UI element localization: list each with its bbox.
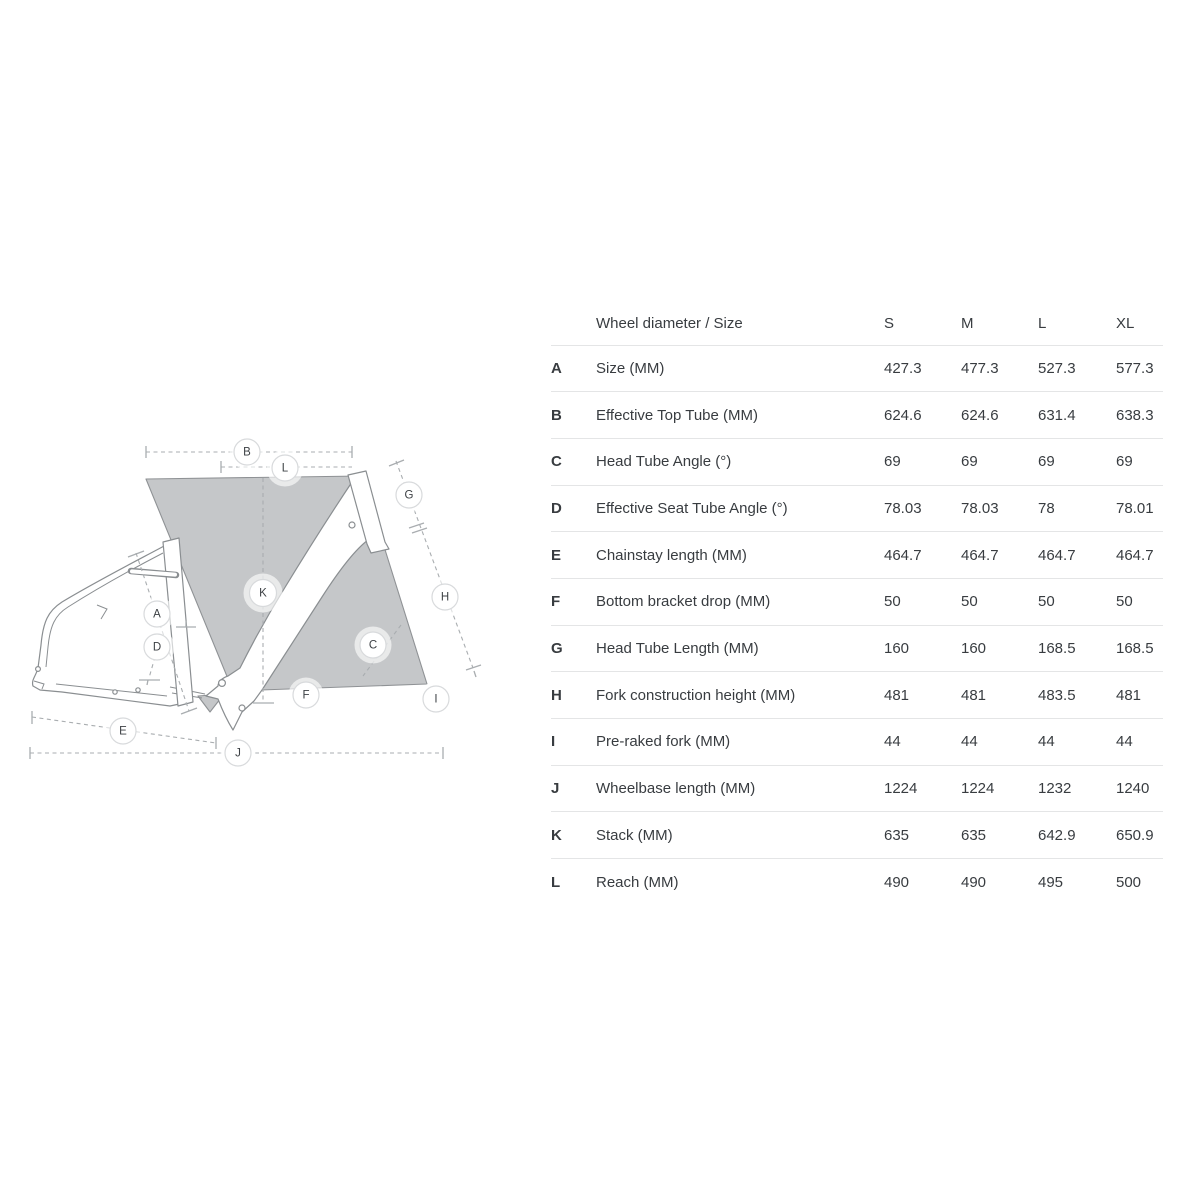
- row-value: 44: [884, 733, 901, 751]
- row-value: 50: [961, 593, 978, 611]
- row-value: 624.6: [961, 406, 999, 424]
- row-label: Fork construction height (MM): [596, 686, 796, 704]
- table-row: [551, 485, 1163, 532]
- row-value: 1224: [884, 780, 918, 798]
- row-value: 168.5: [1038, 639, 1076, 657]
- row-value: 464.7: [961, 546, 999, 564]
- row-letter: K: [551, 826, 562, 844]
- row-value: 50: [884, 593, 901, 611]
- header-size-xl: XL: [1116, 314, 1135, 332]
- row-value: 635: [961, 826, 987, 844]
- svg-text:H: H: [440, 591, 450, 604]
- badge-h: [428, 580, 463, 615]
- row-value: 78.01: [1116, 499, 1154, 517]
- row-value: 160: [884, 639, 910, 657]
- table-row: [551, 532, 1163, 579]
- row-value: 69: [884, 453, 901, 471]
- row-letter: E: [551, 546, 562, 564]
- row-letter: J: [551, 780, 560, 798]
- svg-text:G: G: [404, 489, 414, 502]
- row-label: Size (MM): [596, 359, 665, 377]
- table-row: [551, 578, 1163, 625]
- header-letter-spacer: [551, 302, 596, 345]
- svg-text:F: F: [302, 689, 310, 702]
- row-label: Chainstay length (MM): [596, 546, 747, 564]
- badge-i: [419, 682, 454, 717]
- row-value: 650.9: [1116, 826, 1154, 844]
- header-size-m: M: [961, 314, 974, 332]
- row-value: 624.6: [884, 406, 922, 424]
- table-row: [551, 719, 1163, 766]
- row-letter: G: [551, 639, 563, 657]
- row-value: 635: [884, 826, 910, 844]
- table-row: [551, 812, 1163, 859]
- row-letter: I: [551, 733, 556, 751]
- row-value: 500: [1116, 873, 1142, 891]
- badge-a: [140, 597, 175, 632]
- svg-text:I: I: [434, 693, 438, 706]
- row-value: 1224: [961, 780, 995, 798]
- badge-g: [392, 478, 427, 513]
- row-letter: L: [551, 873, 561, 891]
- svg-text:C: C: [368, 639, 378, 652]
- header-size-l: L: [1038, 314, 1047, 332]
- row-value: 490: [961, 873, 987, 891]
- bottom-bracket-hole: [219, 680, 226, 687]
- row-value: 69: [1038, 453, 1055, 471]
- row-label: Reach (MM): [596, 873, 679, 891]
- svg-text:K: K: [259, 587, 267, 600]
- row-value: 495: [1038, 873, 1064, 891]
- row-label: Head Tube Angle (°): [596, 453, 732, 471]
- svg-text:B: B: [243, 446, 251, 459]
- row-value: 1232: [1038, 780, 1072, 798]
- row-letter: A: [551, 359, 562, 377]
- row-letter: C: [551, 453, 562, 471]
- row-value: 427.3: [884, 359, 922, 377]
- row-value: 50: [1116, 593, 1133, 611]
- badge-e: [106, 714, 141, 749]
- table-row: [551, 859, 1163, 906]
- row-label: Wheelbase length (MM): [596, 780, 756, 798]
- row-value: 44: [961, 733, 978, 751]
- row-value: 481: [1116, 686, 1142, 704]
- row-value: 638.3: [1116, 406, 1154, 424]
- row-value: 481: [961, 686, 987, 704]
- badge-b: [230, 435, 265, 470]
- row-value: 481: [884, 686, 910, 704]
- row-value: 577.3: [1116, 359, 1154, 377]
- table-row: [551, 392, 1163, 439]
- row-value: 78.03: [961, 499, 999, 517]
- row-value: 527.3: [1038, 359, 1076, 377]
- row-value: 1240: [1116, 780, 1150, 798]
- table-row: [551, 625, 1163, 672]
- svg-text:D: D: [152, 641, 162, 654]
- row-value: 69: [1116, 453, 1133, 471]
- svg-text:L: L: [281, 462, 289, 475]
- table-row: [551, 765, 1163, 812]
- svg-text:E: E: [119, 725, 127, 738]
- row-label: Effective Top Tube (MM): [596, 406, 759, 424]
- badge-j: [221, 736, 256, 771]
- spec-table-body: [551, 345, 1163, 905]
- row-value: 477.3: [961, 359, 999, 377]
- row-label: Head Tube Length (MM): [596, 639, 759, 657]
- row-value: 464.7: [1038, 546, 1076, 564]
- row-value: 78.03: [884, 499, 922, 517]
- table-row: [551, 672, 1163, 719]
- table-row: [551, 345, 1163, 392]
- row-value: 160: [961, 639, 987, 657]
- badge-k: [244, 574, 283, 613]
- row-letter: F: [551, 593, 561, 611]
- header-size-s: S: [884, 314, 895, 332]
- geometry-spec-table: [551, 302, 1163, 905]
- row-value: 78: [1038, 499, 1055, 517]
- header-label: Wheel diameter / Size: [596, 314, 743, 332]
- row-value: 168.5: [1116, 639, 1154, 657]
- table-header-row: [551, 302, 1163, 345]
- row-value: 631.4: [1038, 406, 1076, 424]
- badge-d: [140, 630, 175, 665]
- row-letter: D: [551, 499, 562, 517]
- row-value: 69: [961, 453, 978, 471]
- row-value: 642.9: [1038, 826, 1076, 844]
- badge-c: [355, 627, 392, 664]
- row-value: 464.7: [1116, 546, 1154, 564]
- table-row: [551, 438, 1163, 485]
- badge-l: [267, 450, 304, 487]
- row-value: 483.5: [1038, 686, 1076, 704]
- row-letter: H: [551, 686, 562, 704]
- row-label: Pre-raked fork (MM): [596, 733, 731, 751]
- row-value: 490: [884, 873, 910, 891]
- svg-text:J: J: [235, 747, 241, 760]
- row-value: 44: [1038, 733, 1055, 751]
- svg-text:A: A: [153, 608, 161, 621]
- row-value: 44: [1116, 733, 1133, 751]
- row-label: Stack (MM): [596, 826, 673, 844]
- row-label: Effective Seat Tube Angle (°): [596, 499, 788, 517]
- row-letter: B: [551, 406, 562, 424]
- row-label: Bottom bracket drop (MM): [596, 593, 771, 611]
- row-value: 464.7: [884, 546, 922, 564]
- gusset-hole: [349, 522, 355, 528]
- row-value: 50: [1038, 593, 1055, 611]
- badge-f: [289, 678, 324, 713]
